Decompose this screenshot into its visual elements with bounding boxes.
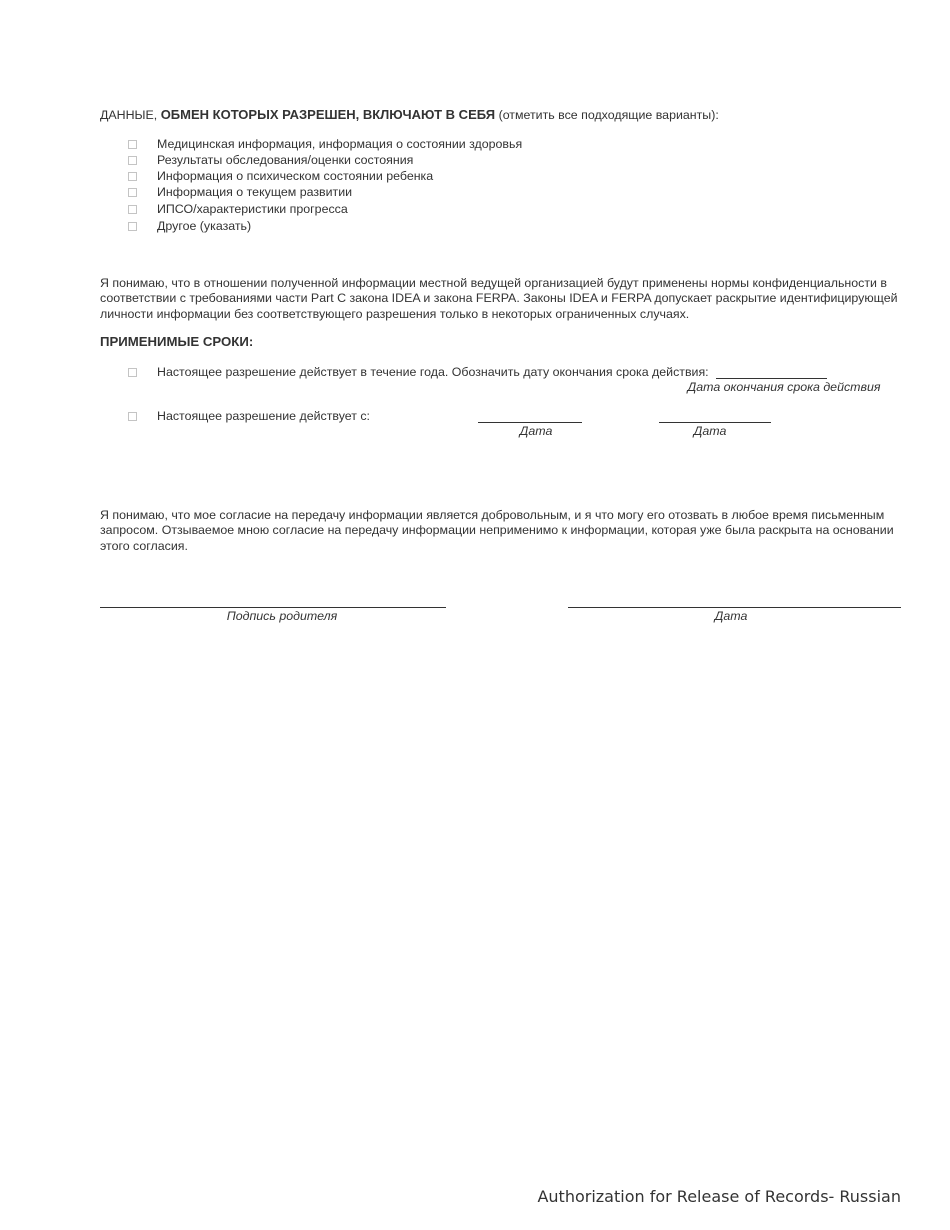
heading-suffix: (отметить все подходящие варианты): — [498, 108, 719, 122]
checkbox[interactable] — [128, 368, 137, 377]
data-item-label: Информация о психическом состоянии ребенка — [157, 169, 434, 183]
heading-prefix: ДАННЫЕ, — [100, 108, 158, 122]
parent-signature-line[interactable] — [100, 607, 446, 608]
data-item-other[interactable] — [128, 219, 251, 233]
term-option-one-year[interactable] — [128, 365, 709, 379]
checkbox[interactable] — [128, 205, 137, 214]
term-option-label: Настоящее разрешение действует в течение года. Обозначить дату окончания срока действия: — [157, 365, 709, 379]
data-item-ifsp[interactable] — [128, 202, 348, 216]
data-item-label: Информация о текущем развитии — [157, 185, 353, 199]
end-date-line[interactable] — [659, 422, 771, 423]
start-date-line[interactable] — [478, 422, 582, 423]
signature-date-caption: Дата — [714, 609, 748, 623]
data-item-medical[interactable] — [128, 137, 522, 151]
data-item-label: Результаты обследования/оценки состояния — [157, 153, 414, 167]
data-item-mental-health[interactable] — [128, 169, 433, 183]
term-option-from[interactable] — [128, 409, 370, 423]
checkbox[interactable] — [128, 188, 137, 197]
confidentiality-paragraph: Я понимаю, что в отношении полученной информации местной ведущей организацией будут применены нормы конфиденциальности в соответствии с требованиями части Part C закона IDEA и закона FERPA. Законы IDEA и FERPA допускает раскрытие идентифицирующей личности информации без соответствующего разрешения только в некоторых ограниченных случаях. — [100, 276, 898, 321]
data-item-label: Другое (указать) — [157, 219, 252, 233]
data-item-assessment[interactable] — [128, 153, 413, 167]
end-date-caption: Дата — [693, 424, 727, 438]
parent-signature-caption: Подпись родителя — [226, 609, 338, 623]
document-footer: Authorization for Release of Records- Russian — [537, 1187, 901, 1206]
data-item-label: ИПСО/характеристики прогресса — [157, 202, 348, 216]
data-item-development[interactable] — [128, 185, 352, 199]
checkbox[interactable] — [128, 172, 137, 181]
checkbox[interactable] — [128, 222, 137, 231]
checkbox[interactable] — [128, 156, 137, 165]
start-date-caption: Дата — [519, 424, 553, 438]
expiration-date-caption: Дата окончания срока действия — [687, 380, 881, 394]
term-option-label: Настоящее разрешение действует с: — [157, 409, 370, 423]
consent-paragraph: Я понимаю, что мое согласие на передачу информации является добровольным, и я что могу его отозвать в любое время письменным запросом. Отзываемое мною согласие на передачу информации неприменимо к информации, которая уже была раскрыта на основании этого согласия. — [100, 508, 894, 553]
terms-title: ПРИМЕНИМЫЕ СРОКИ: — [100, 334, 254, 349]
data-item-label: Медицинская информация, информация о состоянии здоровья — [157, 137, 523, 151]
expiration-date-line[interactable] — [716, 378, 827, 379]
heading-bold: ОБМЕН КОТОРЫХ РАЗРЕШЕН, ВКЛЮЧАЮТ В СЕБЯ — [160, 107, 496, 122]
checkbox[interactable] — [128, 140, 137, 149]
data-types-heading — [100, 107, 719, 122]
checkbox[interactable] — [128, 412, 137, 421]
signature-date-line[interactable] — [568, 607, 901, 608]
